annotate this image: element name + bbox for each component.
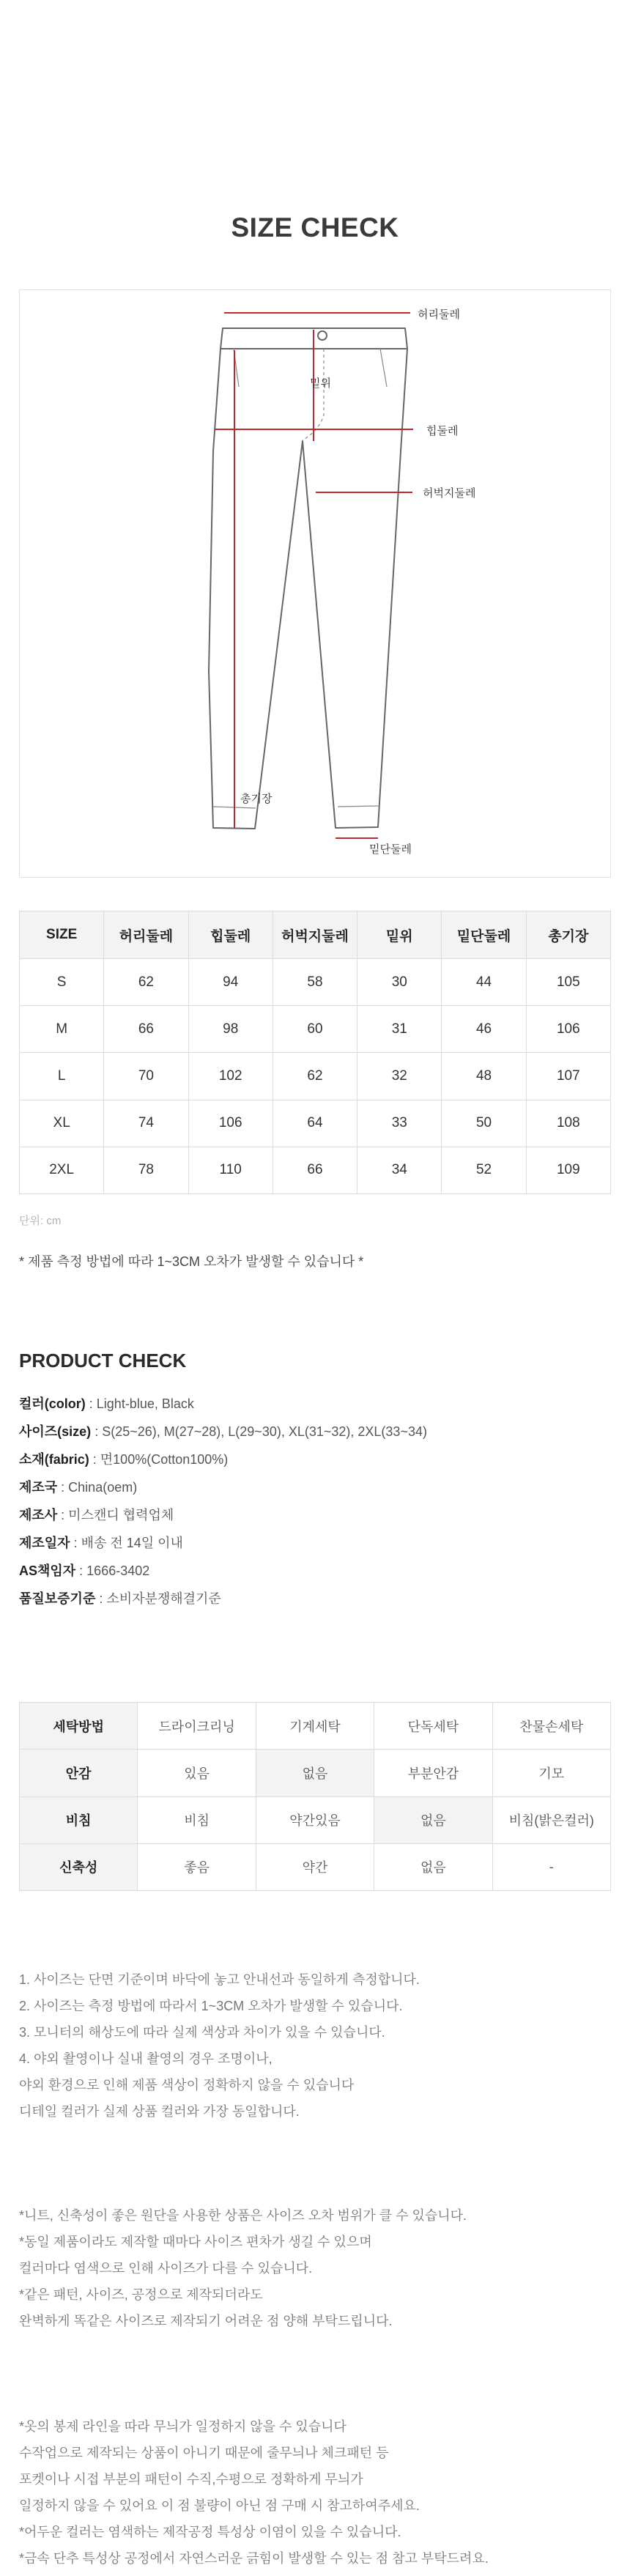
spec-row-manufacturer <box>19 1505 605 1533</box>
product-spec-list <box>19 1394 605 1616</box>
spec-row-color <box>19 1394 605 1421</box>
spec-value: : 미스캔디 협력업체 <box>57 1508 174 1522</box>
size-cell: 98 <box>188 1006 273 1053</box>
care-cell: 약간 <box>256 1843 374 1890</box>
size-cell: 33 <box>357 1100 442 1147</box>
table-row <box>20 1796 611 1843</box>
size-cell: S <box>20 959 104 1006</box>
right-pocket-line <box>380 349 387 387</box>
size-cell: 110 <box>188 1147 273 1193</box>
product-check-title: PRODUCT CHECK <box>19 1350 187 1372</box>
notes-block-2 <box>19 2202 612 2334</box>
note-line: *금속 단추 특성상 공정에서 자연스러운 긁힘이 발생할 수 있는 점 참고 부탁드려요. <box>19 2551 489 2566</box>
spec-value: : S(25~26), M(27~28), L(29~30), XL(31~32), 2XL(33~34) <box>91 1424 427 1439</box>
size-header-cell: 밑위 <box>357 911 442 959</box>
spec-row-quality <box>19 1588 605 1616</box>
note-line: *동일 제품이라도 제작할 때마다 사이즈 편차가 생길 수 있으며 <box>19 2235 372 2249</box>
length-label: 총기장 <box>240 793 273 805</box>
notes-block-1 <box>19 1966 612 2125</box>
size-cell: 62 <box>104 959 188 1006</box>
size-header-cell: 허벅지둘레 <box>273 911 357 959</box>
rise-label: 밑위 <box>310 377 331 390</box>
table-row <box>20 1703 611 1750</box>
spec-row-date <box>19 1533 605 1561</box>
care-cell: 약간있음 <box>256 1796 374 1843</box>
size-cell: 30 <box>357 959 442 1006</box>
unit-note: 단위: cm <box>19 1215 62 1227</box>
note-line: *니트, 신축성이 좋은 원단을 사용한 상품은 사이즈 오차 범위가 클 수 있습니다. <box>19 2208 467 2223</box>
spec-key: 제조국 <box>19 1480 58 1495</box>
care-cell: 기모 <box>492 1750 610 1796</box>
spec-key: 제조사 <box>19 1508 58 1522</box>
care-cell: - <box>492 1843 610 1890</box>
spec-value: : 소비자분쟁해결기준 <box>95 1591 221 1606</box>
size-cell: 58 <box>273 959 357 1006</box>
size-cell: 46 <box>442 1006 526 1053</box>
size-cell: 62 <box>273 1053 357 1100</box>
size-cell: 106 <box>526 1006 610 1053</box>
measure-note: * 제품 측정 방법에 따라 1~3CM 오차가 발생할 수 있습니다 * <box>19 1254 364 1269</box>
care-cell: 좋음 <box>138 1843 256 1890</box>
size-cell: 108 <box>526 1100 610 1147</box>
hem-label: 밑단둘레 <box>369 843 412 856</box>
table-row <box>20 1750 611 1796</box>
size-cell: 94 <box>188 959 273 1006</box>
note-line: 1. 사이즈는 단면 기준이며 바닥에 놓고 안내선과 동일하게 측정합니다. <box>19 1972 420 1987</box>
thigh-label: 허벅지둘레 <box>423 487 476 500</box>
care-cell: 기계세탁 <box>256 1703 374 1750</box>
note-line: *같은 패턴, 사이즈, 공정으로 제작되더라도 <box>19 2287 263 2302</box>
care-row-head: 안감 <box>20 1750 138 1796</box>
size-cell: 109 <box>526 1147 610 1193</box>
spec-value: : Light-blue, Black <box>85 1396 194 1411</box>
care-cell-selected: 없음 <box>374 1796 492 1843</box>
size-cell: 60 <box>273 1006 357 1053</box>
note-line: 컬러마다 염색으로 인해 사이즈가 다를 수 있습니다. <box>19 2261 313 2276</box>
spec-key: 컬러(color) <box>19 1396 86 1411</box>
waist-label: 허리둘레 <box>418 308 460 321</box>
care-cell: 비침 <box>138 1796 256 1843</box>
care-row-head: 비침 <box>20 1796 138 1843</box>
size-cell: XL <box>20 1100 104 1147</box>
spec-value: : 1666-3402 <box>75 1563 150 1578</box>
table-row <box>20 1053 611 1100</box>
size-cell: 64 <box>273 1100 357 1147</box>
size-cell: 50 <box>442 1100 526 1147</box>
note-line: 포켓이나 시접 부분의 패턴이 수직,수평으로 정확하게 무늬가 <box>19 2472 363 2487</box>
size-cell: 107 <box>526 1053 610 1100</box>
care-table <box>19 1702 611 1891</box>
care-cell: 부분안감 <box>374 1750 492 1796</box>
legs-shape <box>209 349 407 829</box>
care-cell-selected: 없음 <box>256 1750 374 1796</box>
spec-value: : 면100%(Cotton100%) <box>89 1452 229 1467</box>
size-cell: 2XL <box>20 1147 104 1193</box>
button-shape <box>318 331 327 340</box>
care-cell: 드라이크리닝 <box>138 1703 256 1750</box>
note-line: 일정하지 않을 수 있어요 이 점 불량이 아닌 점 구매 시 참고하여주세요. <box>19 2498 420 2513</box>
size-header-cell: 총기장 <box>526 911 610 959</box>
size-table-header <box>20 911 611 959</box>
size-cell: 52 <box>442 1147 526 1193</box>
note-line: 야외 환경으로 인해 제품 색상이 정확하지 않을 수 있습니다 <box>19 2078 355 2092</box>
size-cell: 66 <box>104 1006 188 1053</box>
size-header-cell: 허리둘레 <box>104 911 188 959</box>
hip-label: 힙둘레 <box>426 425 459 437</box>
note-line: 2. 사이즈는 측정 방법에 따라서 1~3CM 오차가 발생할 수 있습니다. <box>19 1999 403 2013</box>
note-line: *어두운 컬러는 염색하는 제작공정 특성상 이염이 있을 수 있습니다. <box>19 2525 401 2539</box>
note-line: 4. 야외 촬영이나 실내 촬영의 경우 조명이나, <box>19 2051 273 2066</box>
size-header-cell: 밑단둘레 <box>442 911 526 959</box>
spec-row-fabric <box>19 1449 605 1477</box>
size-cell: M <box>20 1006 104 1053</box>
care-cell: 있음 <box>138 1750 256 1796</box>
size-cell: 105 <box>526 959 610 1006</box>
care-row-head: 세탁방법 <box>20 1703 138 1750</box>
care-row-head: 신축성 <box>20 1843 138 1890</box>
size-cell: 31 <box>357 1006 442 1053</box>
spec-row-as <box>19 1561 605 1588</box>
care-cell: 비침(밝은컬러) <box>492 1796 610 1843</box>
pants-size-diagram <box>19 289 611 878</box>
spec-key: AS책임자 <box>19 1563 76 1578</box>
size-cell: 44 <box>442 959 526 1006</box>
table-row <box>20 1843 611 1890</box>
size-cell: 102 <box>188 1053 273 1100</box>
notes-block-3 <box>19 2413 612 2572</box>
care-cell: 없음 <box>374 1843 492 1890</box>
size-cell: L <box>20 1053 104 1100</box>
note-line: 완벽하게 똑같은 사이즈로 제작되기 어려운 점 양해 부탁드립니다. <box>19 2314 393 2328</box>
size-check-title: SIZE CHECK <box>231 212 399 243</box>
spec-value: : China(oem) <box>57 1480 138 1495</box>
size-cell: 48 <box>442 1053 526 1100</box>
spec-key: 소재(fabric) <box>19 1452 89 1467</box>
size-cell: 66 <box>273 1147 357 1193</box>
size-table <box>19 911 611 1194</box>
size-cell: 74 <box>104 1100 188 1147</box>
size-header-cell: SIZE <box>20 911 104 959</box>
note-line: 디테일 컬러가 실제 상품 컬러와 가장 동일합니다. <box>19 2104 300 2119</box>
spec-key: 제조일자 <box>19 1536 70 1550</box>
table-row <box>20 1100 611 1147</box>
note-line: *옷의 봉제 라인을 따라 무늬가 일정하지 않을 수 있습니다 <box>19 2419 346 2434</box>
table-row <box>20 1006 611 1053</box>
spec-row-country <box>19 1477 605 1505</box>
size-cell: 32 <box>357 1053 442 1100</box>
table-row <box>20 1147 611 1193</box>
size-cell: 106 <box>188 1100 273 1147</box>
size-cell: 70 <box>104 1053 188 1100</box>
size-header-cell: 힙둘레 <box>188 911 273 959</box>
size-cell: 34 <box>357 1147 442 1193</box>
care-cell: 찬물손세탁 <box>492 1703 610 1750</box>
spec-key: 품질보증기준 <box>19 1591 96 1606</box>
size-cell: 78 <box>104 1147 188 1193</box>
care-cell: 단독세탁 <box>374 1703 492 1750</box>
table-row <box>20 959 611 1006</box>
right-hem-stitch <box>338 806 379 807</box>
note-line: 수작업으로 제작되는 상품이 아니기 때문에 줄무늬나 체크패턴 등 <box>19 2446 389 2460</box>
spec-key: 사이즈(size) <box>19 1424 92 1439</box>
note-line: 3. 모니터의 해상도에 따라 실제 색상과 차이가 있을 수 있습니다. <box>19 2025 385 2040</box>
spec-value: : 배송 전 14일 이내 <box>70 1536 183 1550</box>
spec-row-size <box>19 1421 605 1449</box>
